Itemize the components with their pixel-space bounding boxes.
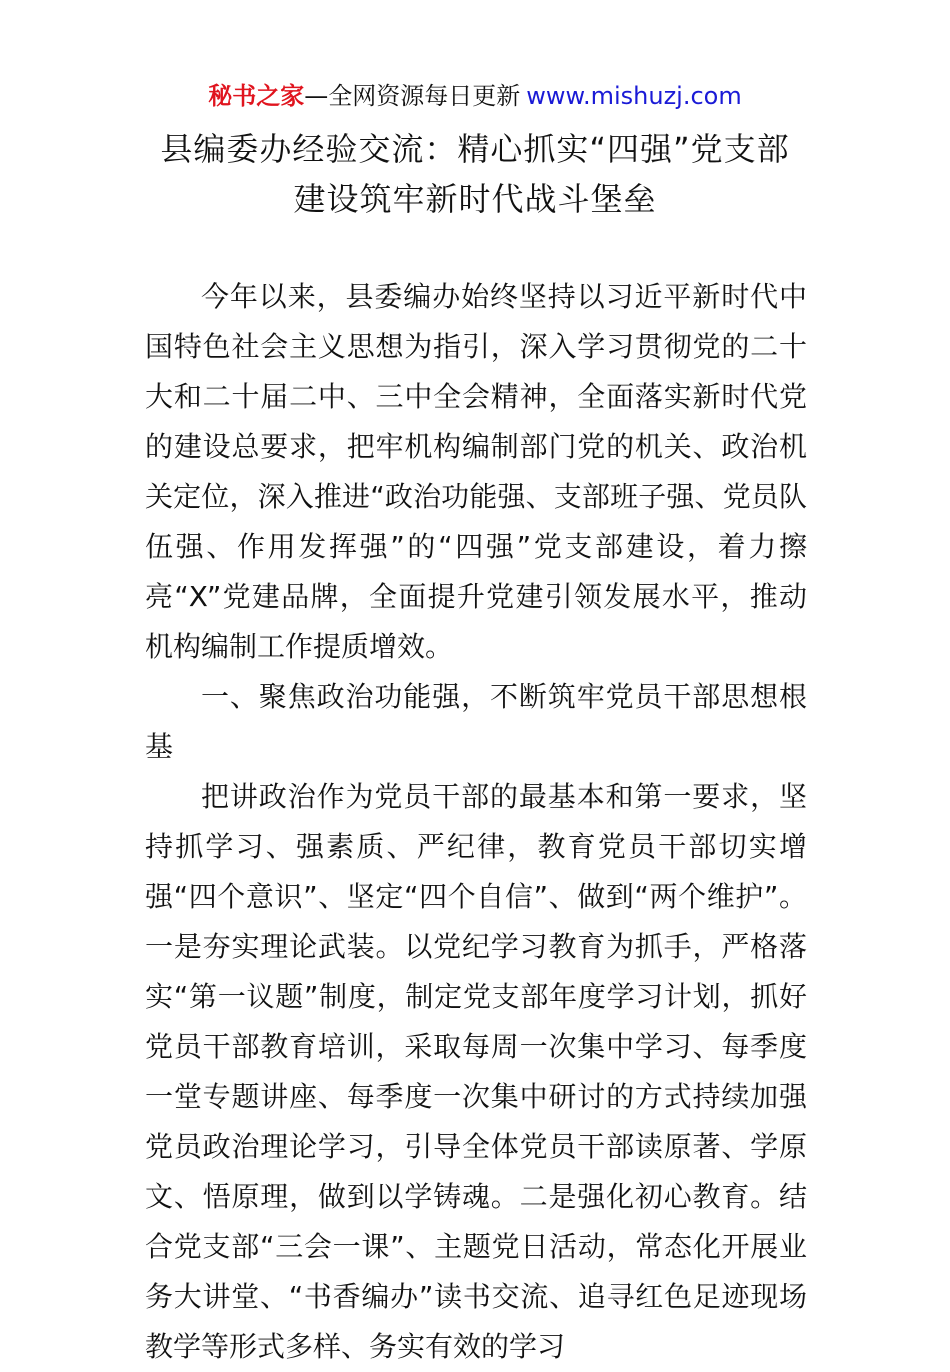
- document-body: [145, 272, 807, 1372]
- document-title: [0, 124, 950, 224]
- brand-name: 秘书之家: [208, 82, 305, 110]
- site-header: [0, 80, 950, 112]
- section-heading: 一、聚焦政治功能强，不断筑牢党员干部思想根基: [145, 680, 807, 763]
- site-url-link[interactable]: www.mishuzj.com: [526, 82, 742, 110]
- body-paragraph: 今年以来，县委编办始终坚持以习近平新时代中国特色社会主义思想为指引，深入学习贯彻党的二十大和二十届二中、三中全会精神，全面落实新时代党的建设总要求，把牢机构编制部门党的机关、政治机关定位，深入推进“政治功能强、支部班子强、党员队伍强、作用发挥强”的“四强”党支部建设，着力擦亮“X”党建品牌，全面提升党建引领发展水平，推动机构编制工作提质增效。: [145, 280, 807, 663]
- title-line-1: 县编委办经验交流：精心抓实“四强”党支部: [160, 130, 790, 168]
- body-paragraph: 把讲政治作为党员干部的最基本和第一要求，坚持抓学习、强素质、严纪律，教育党员干部切实增强“四个意识”、坚定“四个自信”、做到“两个维护”。一是夯实理论武装。以党纪学习教育为抓手，严格落实“第一议题”制度，制定党支部年度学习计划，抓好党员干部教育培训，采取每周一次集中学习、每季度一堂专题讲座、每季度一次集中研讨的方式持续加强党员政治理论学习，引导全体党员干部读原著、学原文、悟原理，做到以学铸魂。二是强化初心教育。结合党支部“三会一课”、主题党日活动，常态化开展业务大讲堂、“书香编办”读书交流、追寻红色足迹现场教学等形式多样、务实有效的学习: [145, 780, 807, 1363]
- header-tagline: —全网资源每日更新: [304, 82, 521, 110]
- title-line-2: 建设筑牢新时代战斗堡垒: [293, 180, 657, 218]
